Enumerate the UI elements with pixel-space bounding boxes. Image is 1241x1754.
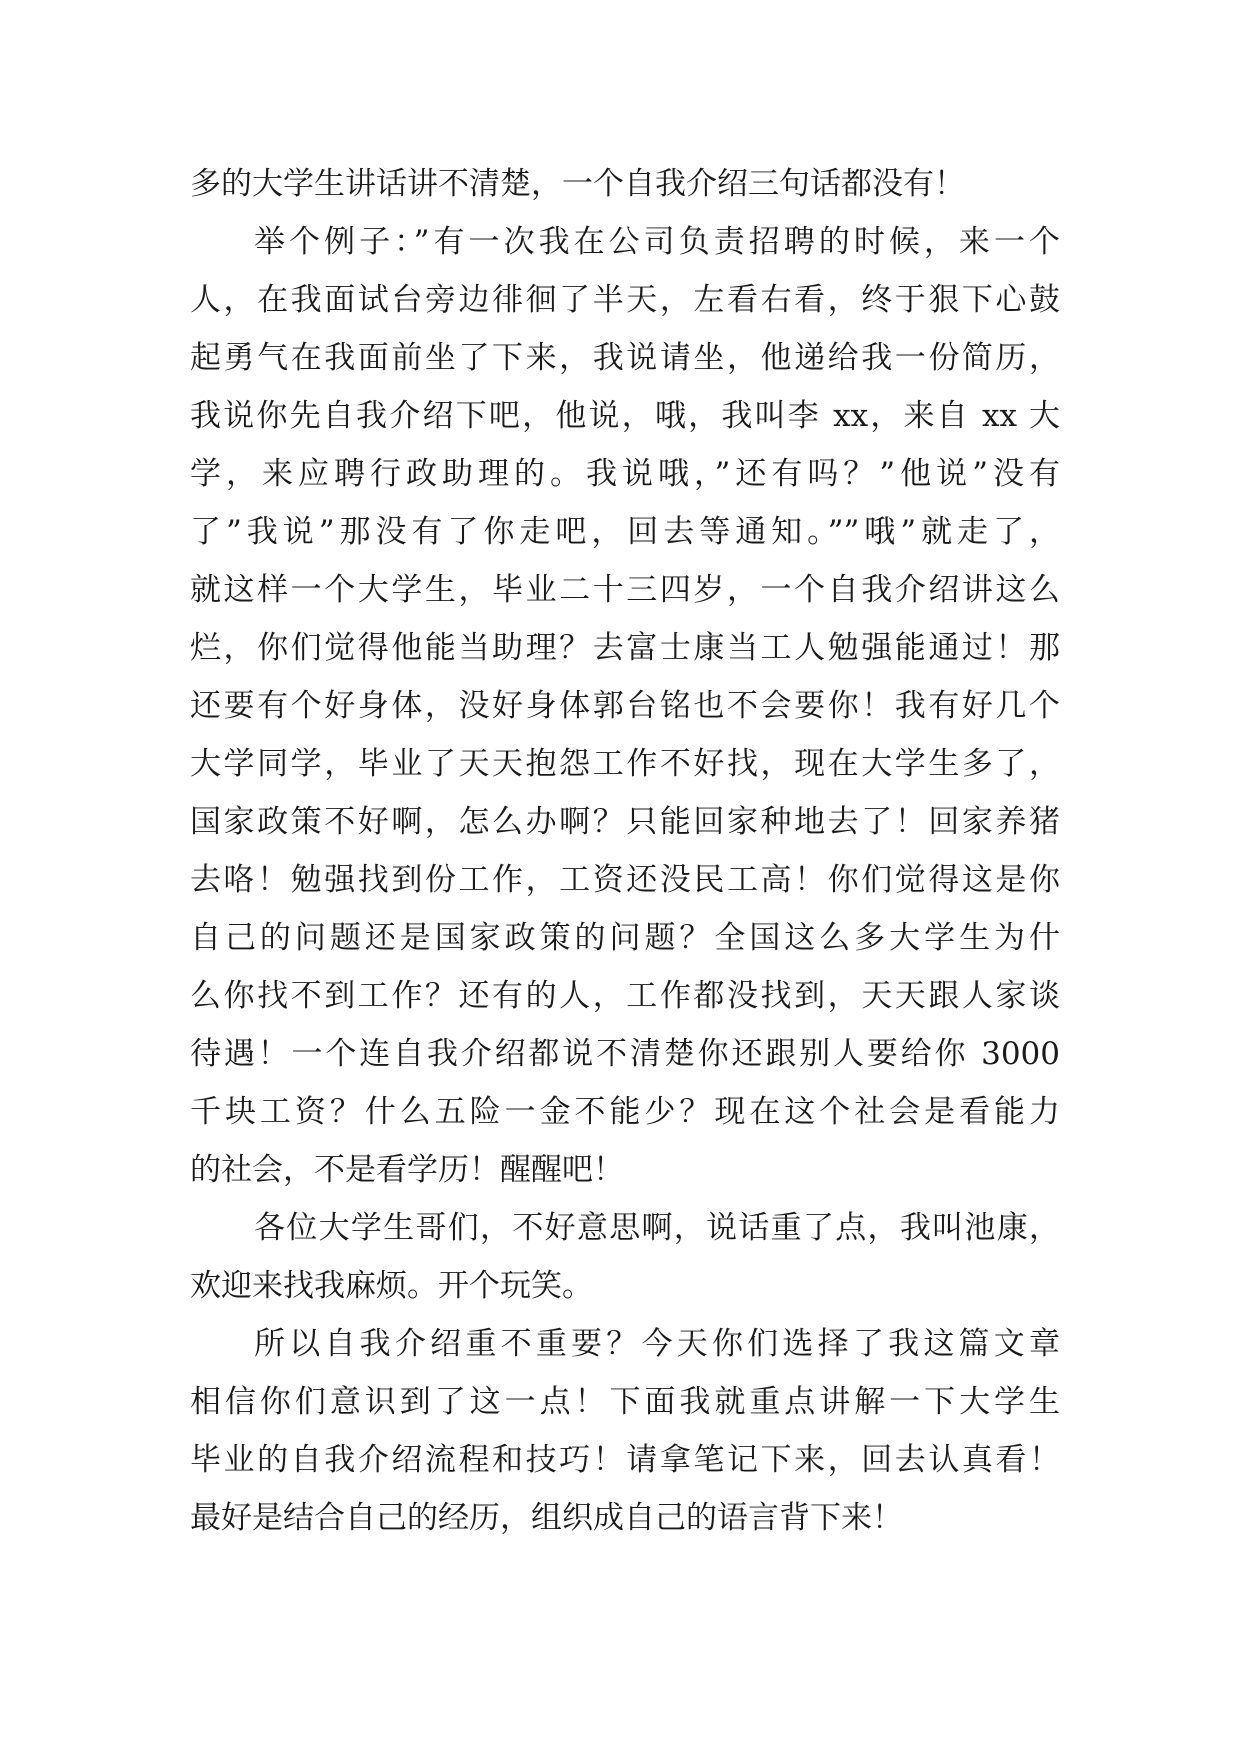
text-line: 最好是结合自己的经历，组织成自己的语言背下来！ <box>190 1500 903 1536</box>
text-line: 欢迎来找我麻烦。开个玩笑。 <box>190 1268 593 1304</box>
paragraph-start-line: 所以自我介绍重不重要？今天你们选择了我这篇文章 <box>254 1326 1060 1362</box>
text-line: 了”我说”那没有了你走吧，回去等通知。””哦”就走了， <box>190 514 1060 550</box>
body-text <box>190 155 1060 1547</box>
text-line: 待遇！一个连自我介绍都说不清楚你还跟别人要给你 3000 <box>190 1036 1060 1072</box>
text-line: 相信你们意识到了这一点！下面我就重点讲解一下大学生 <box>190 1384 1060 1420</box>
text-line: 大学同学，毕业了天天抱怨工作不好找，现在大学生多了， <box>190 746 1060 782</box>
paragraph-start-line: 举个例子：”有一次我在公司负责招聘的时候，来一个 <box>254 224 1060 260</box>
text-line: 自己的问题还是国家政策的问题？全国这么多大学生为什 <box>190 920 1060 956</box>
text-line: 的社会，不是看学历！醒醒吧！ <box>190 1152 624 1188</box>
text-line: 毕业的自我介绍流程和技巧！请拿笔记下来，回去认真看！ <box>190 1442 1060 1478</box>
text-line: 去咯！勉强找到份工作，工资还没民工高！你们觉得这是你 <box>190 862 1060 898</box>
text-line: 多的大学生讲话讲不清楚，一个自我介绍三句话都没有！ <box>190 166 965 202</box>
text-line: 人，在我面试台旁边徘徊了半天，左看右看，终于狠下心鼓 <box>190 282 1060 318</box>
text-line: 就这样一个大学生，毕业二十三四岁，一个自我介绍讲这么 <box>190 572 1060 608</box>
text-line: 烂，你们觉得他能当助理？去富士康当工人勉强能通过！那 <box>190 630 1060 666</box>
text-line: 还要有个好身体，没好身体郭台铭也不会要你！我有好几个 <box>190 688 1060 724</box>
text-line: 么你找不到工作？还有的人，工作都没找到，天天跟人家谈 <box>190 978 1060 1014</box>
paragraph-start-line: 各位大学生哥们，不好意思啊，说话重了点，我叫池康， <box>254 1210 1060 1246</box>
text-line: 我说你先自我介绍下吧，他说，哦，我叫李 xx，来自 xx 大 <box>190 398 1060 434</box>
text-line: 起勇气在我面前坐了下来，我说请坐，他递给我一份简历， <box>190 340 1060 376</box>
text-line: 国家政策不好啊，怎么办啊？只能回家种地去了！回家养猪 <box>190 804 1060 840</box>
text-line: 千块工资？什么五险一金不能少？现在这个社会是看能力 <box>190 1094 1060 1130</box>
text-line: 学，来应聘行政助理的。我说哦，”还有吗？”他说”没有 <box>190 456 1060 492</box>
